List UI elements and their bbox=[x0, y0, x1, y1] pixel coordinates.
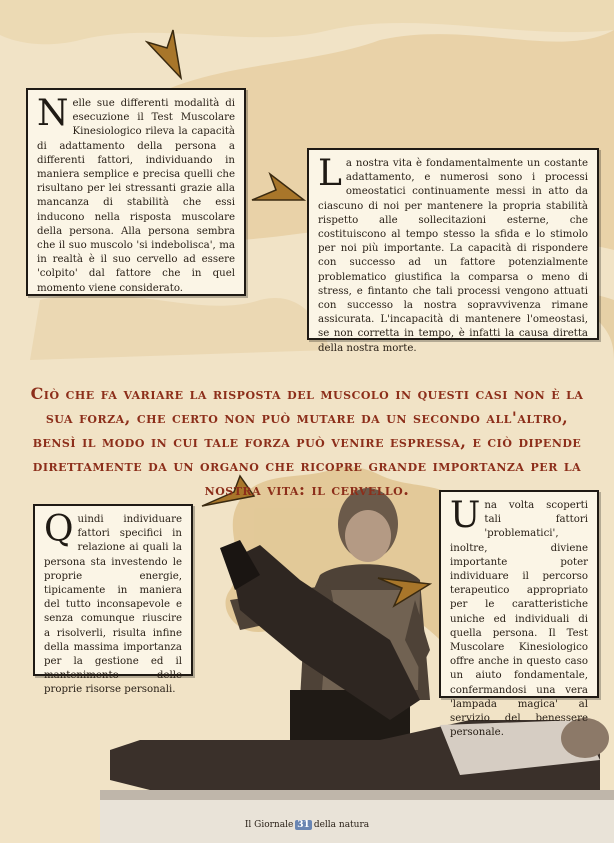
arrow-icon bbox=[145, 28, 185, 80]
page-footer bbox=[0, 820, 614, 830]
drop-cap: L bbox=[318, 153, 342, 194]
paragraph: a nostra vita è fondamentalmente un costante adattamento, e numerosi sono i processi omeostatici continuamente messi in atto da ciascuno di noi per mantenere la propria stabilità rispetto alle sollecitazioni esterne, che costituiscono al tempo stesso la sfida e lo stimolo per noi più importante. La capacità di rispondere con successo ad un fattore potenzialmente problematico giustifica la comparsa o meno di stress, e fintanto che tali processi vengono attuati con successo la nostra sopravvivenza rimane assicurata. L'incapacità di mantenere l'omeostasi, se non corretta in tempo, è infatti la causa diretta della nostra morte. bbox=[318, 158, 588, 354]
paragraph: uindi individuare fattori specifici in relazione ai quali la persona sta investendo le proprie energie, tipicamente in maniera del tutto inconsapevole e senza comunque riuscire a risolverli, risulta infine della massima importanza per la gestione ed il mantenimento delle proprie risorse personali. bbox=[44, 514, 182, 696]
arrow-icon bbox=[250, 172, 306, 206]
drop-cap: N bbox=[37, 93, 69, 134]
magazine-name-suffix: della natura bbox=[313, 820, 370, 830]
text-box-top-right bbox=[307, 148, 599, 354]
drop-cap: U bbox=[450, 495, 481, 536]
pull-quote-headline: Ciò che fa variare la risposta del muscolo in questi casi non è la sua forza, che certo non può mutare da un secondo all'altro, bensì il modo in cui tale forza può venire espressa, e ciò dipende direttamente da un organo che ricopre grande importanza per la nostra vita: il cervello. bbox=[30, 384, 584, 499]
magazine-name: Il Giornale bbox=[244, 820, 294, 830]
drop-cap: Q bbox=[44, 509, 74, 550]
page-number: 31 bbox=[297, 820, 310, 830]
text-box-top-left bbox=[26, 88, 246, 296]
paragraph: elle sue differenti modalità di esecuzione il Test Muscolare Kinesiologico rileva la capacità di adattamento della persona a differenti fattori, individuando in maniera semplice e precisa quelli che risultano per lei stressanti grazie alla mancanza di stabilità che essi inducono nella risposta muscolare della persona. Alla persona sembra che il suo muscolo 'si indebolisca', ma in realtà è il suo cervello ad essere 'colpito' dal fattore che in quel momento viene considerato. bbox=[37, 98, 235, 294]
arrow-icon bbox=[376, 574, 432, 608]
text-box-bottom-right bbox=[439, 490, 599, 739]
text-box-bottom-left bbox=[33, 504, 193, 696]
paragraph: na volta scoperti tali fattori 'problematici', inoltre, diviene importante poter individuare il percorso terapeutico appropriato per le caratteristiche uniche ed individuali di quella persona. Il Test Muscolare Kinesiologico offre anche in questo caso un aiuto fondamentale, confermandosi una vera 'lampada magica' al servizio del benessere personale. bbox=[450, 500, 588, 739]
